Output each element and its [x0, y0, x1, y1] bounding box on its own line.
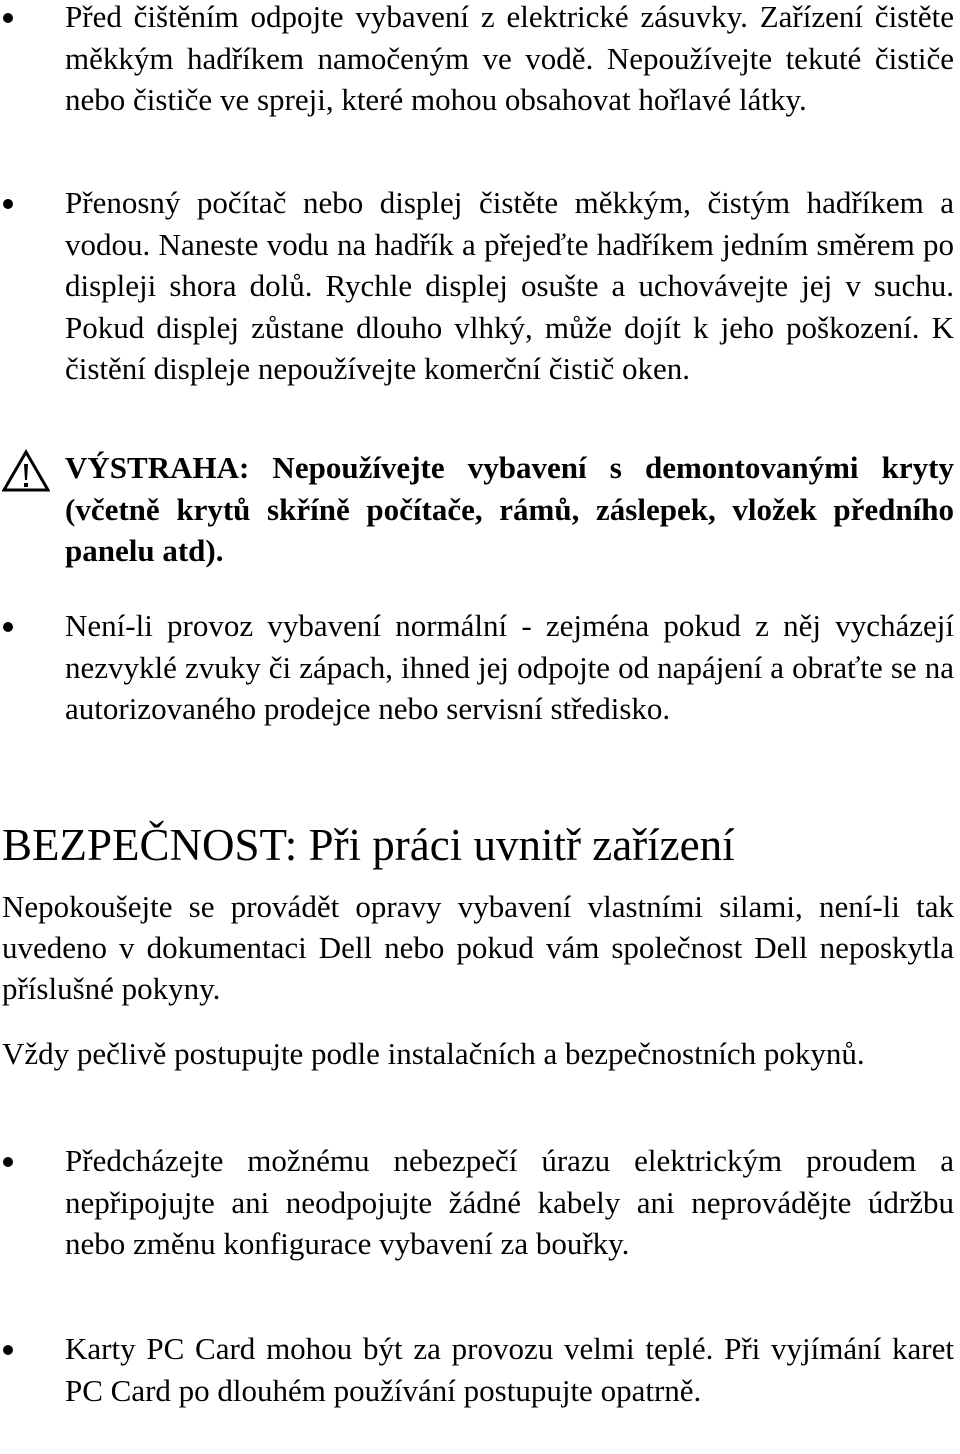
- bullet-icon: [3, 199, 13, 209]
- paragraph: Vždy pečlivě postupujte podle instalačních a bezpečnostních pokynů.: [2, 1036, 865, 1071]
- bullet-icon: [3, 1345, 13, 1355]
- list-item-text: Před čištěním odpojte vybavení z elektrické zásuvky. Zařízení čistěte měkkým hadříkem namočeným ve vodě. Nepoužívejte tekuté čističe nebo čističe ve spreji, které mohou obsahovat hořlavé látky.: [65, 0, 954, 117]
- list-item-text: Předcházejte možnému nebezpečí úrazu elektrickým proudem a nepřipojujte ani neodpojujte žádné kabely ani neprovádějte údržbu nebo změnu konfigurace vybavení za bouřky.: [65, 1143, 954, 1261]
- list-item-text: Není-li provoz vybavení normální - zejména pokud z něj vycházejí nezvyklé zvuky či zápach, ihned jej odpojte od napájení a obraťte se na autorizovaného prodejce nebo servisní středisko.: [65, 608, 954, 726]
- warning-block: [0, 447, 960, 572]
- list-item: [0, 1140, 960, 1265]
- bullet-icon: [3, 622, 13, 632]
- list-item-text: Karty PC Card mohou být za provozu velmi teplé. Při vyjímání karet PC Card po dlouhém používání postupujte opatrně.: [65, 1331, 954, 1408]
- list-item: [0, 182, 960, 390]
- warning-text: VÝSTRAHA: Nepoužívejte vybavení s demontovanými kryty (včetně krytů skříně počítače, rámů, záslepek, vložek předního panelu atd).: [65, 450, 954, 568]
- bullet-icon: [3, 1157, 13, 1167]
- bullet-icon: [3, 13, 13, 23]
- list-item: [0, 0, 960, 121]
- section-heading: BEZPEČNOST: Při práci uvnitř zařízení: [2, 820, 735, 870]
- paragraph: Nepokoušejte se provádět opravy vybavení vlastními silami, není-li tak uvedeno v dokumentaci Dell nebo pokud vám společnost Dell neposkytla příslušné pokyny.: [2, 889, 954, 1006]
- list-item-text: Přenosný počítač nebo displej čistěte měkkým, čistým hadříkem a vodou. Naneste vodu na hadřík a přejeďte hadříkem jedním směrem po displeji shora dolů. Rychle displej osušte a uchovávejte jej v suchu. Pokud displej zůstane dlouho vlhký, může dojít k jeho poškození. K čistění displeje nepoužívejte komerční čistič oken.: [65, 185, 954, 386]
- list-item: [0, 605, 960, 730]
- list-item: [0, 1328, 960, 1411]
- warning-triangle-icon: [2, 449, 50, 493]
